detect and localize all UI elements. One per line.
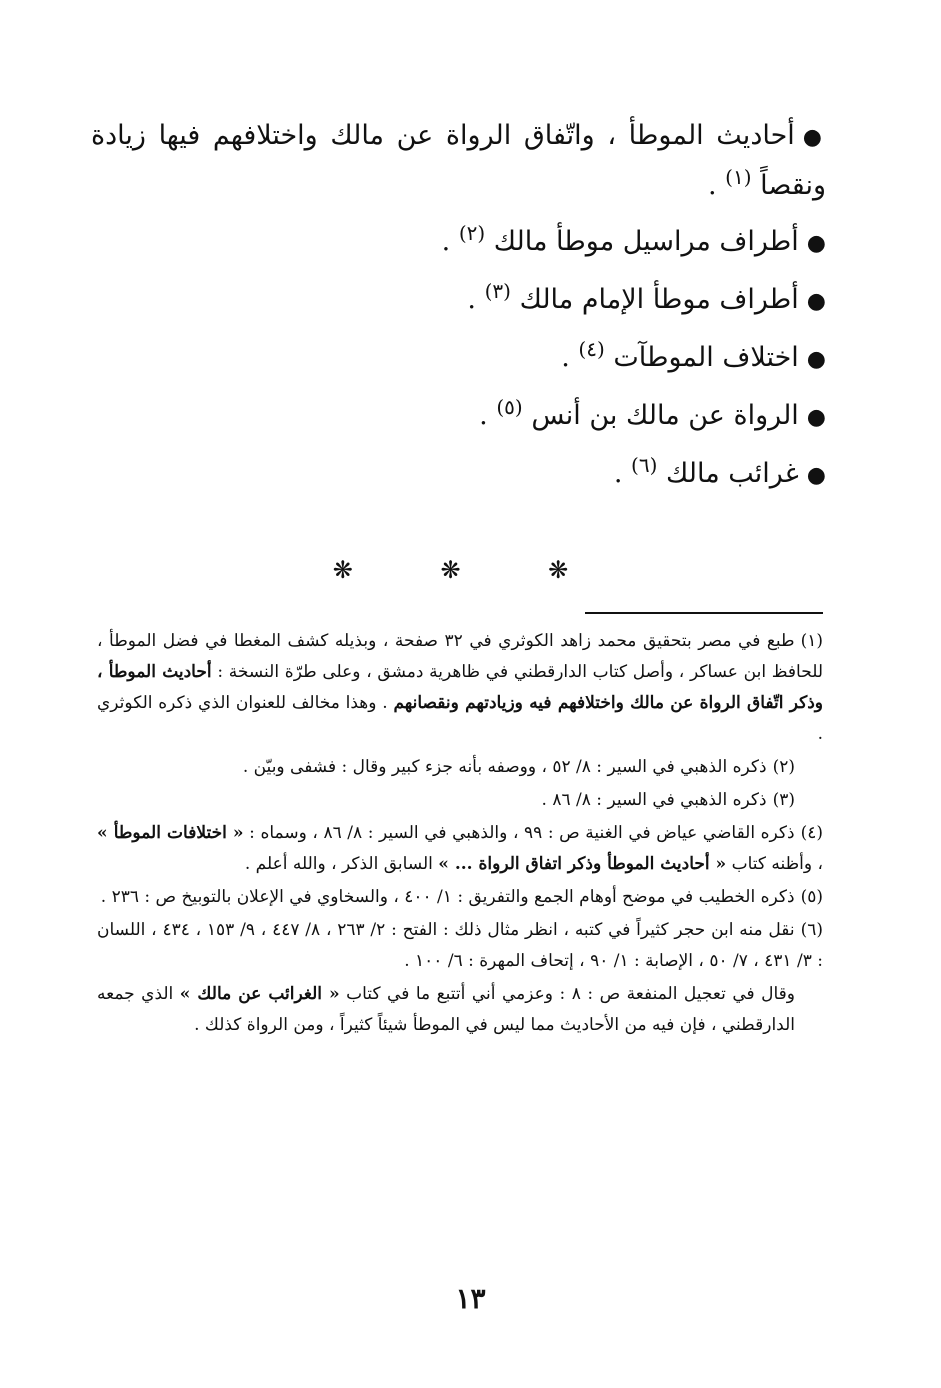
footnote-1 [97, 626, 823, 750]
footnote-text: وقال في تعجيل المنفعة ص : ٨ : وعزمي أني أتتبع ما في كتاب [346, 984, 795, 1004]
item-text: أطراف مراسيل موطأ مالك [493, 226, 799, 257]
item-text: أحاديث الموطأ ، واتّفاق الرواة عن مالك واختلافهم فيها زيادة ونقصاً [91, 120, 826, 201]
item-end: . [479, 400, 497, 431]
footnote-number: (٦) [800, 920, 824, 940]
item-text: الرواة عن مالك بن أنس [531, 400, 799, 431]
bullet-icon: ● [806, 463, 826, 488]
item-end: . [467, 284, 485, 315]
item-end: . [708, 170, 726, 201]
item-text: اختلاف الموطآت [613, 342, 799, 373]
footnote-4 [97, 818, 823, 880]
main-item-3 [91, 276, 826, 326]
footnote-number: (٢) [772, 757, 795, 777]
item-text: أطراف موطأ الإمام مالك [519, 284, 799, 315]
main-item-5 [91, 392, 826, 442]
main-item-4 [91, 334, 826, 384]
main-list [91, 112, 826, 508]
bullet-icon: ● [802, 125, 826, 150]
footnote-ref: (٢) [458, 221, 486, 245]
footnote-text: الذي جمعه الدارقطني ، فإن فيه من الأحاديث مما ليس في الموطأ شيئاً كثيراً ، ومن الرواة كذلك . [97, 984, 795, 1035]
main-item-1 [91, 112, 826, 210]
item-end: . [561, 342, 579, 373]
footnote-text: ذكره القاضي عياض في الغنية ص : ٩٩ ، والذهبي في السير : ٨/ ٨٦ ، وسماه : [249, 823, 795, 843]
footnote-3 [97, 785, 823, 816]
footnote-ref: (٣) [484, 279, 511, 303]
footnote-6-continued [97, 979, 823, 1041]
bullet-icon: ● [806, 405, 826, 430]
footnote-ref: (١) [725, 165, 752, 189]
footnote-ref: (٥) [496, 395, 523, 419]
main-item-6 [91, 450, 826, 500]
page-number: ١٣ [455, 1282, 486, 1315]
footnote-text: ذكره الذهبي في السير : ٨/ ٥٢ ، ووصفه بأنه جزء كبير وقال : فشفى وبيّن . [242, 757, 767, 777]
footnote-5 [97, 882, 823, 913]
footnote-title: أحاديث الموطأ ، وذكر اتّفاق الرواة عن مالك واختلافهم فيه وزيادتهم ونقصانهم [97, 662, 824, 713]
main-item-2 [91, 218, 826, 268]
footnote-text: طبع في مصر بتحقيق محمد زاهد الكوثري في ٣٢ صفحة ، وبذيله كشف المغطا في فضل الموطأ ، للحافظ ابن عساكر ، وأصل كتاب الدارقطني في ظاهرية دمشق ، وعلى طرّة النسخة : [97, 631, 824, 682]
bullet-icon: ● [806, 347, 826, 372]
footnote-text: نقل منه ابن حجر كثيراً في كتبه ، انظر مثال ذلك : الفتح : ٢/ ٢٦٣ ، ٨/ ٤٤٧ ، ٩/ ١٥٣ ، ٤٣٤ ، اللسان : ٣/ ٤٣١ ، ٧/ ٥٠ ، الإصابة : ١/ ٩٠ ، إتحاف المهرة : ٦/ ١٠٠ . [97, 920, 823, 971]
footnote-title: « اختلافات الموطأ » [97, 823, 244, 843]
item-text: غرائب مالك [665, 458, 799, 489]
footnote-ref: (٦) [631, 453, 658, 477]
footnote-title: « الغرائب عن مالك » [179, 984, 340, 1004]
footnote-number: (١) [800, 631, 823, 651]
item-end: . [613, 458, 632, 489]
footnotes [97, 626, 823, 1043]
footnote-text: ذكره الخطيب في موضح أوهام الجمع والتفريق : ١/ ٤٠٠ ، والسخاوي في الإعلان بالتوبيخ ص : ٢٣٦ . [100, 887, 795, 907]
footnote-text: . وهذا مخالف للعنوان الذي ذكره الكوثري . [97, 693, 823, 744]
footnote-ref: (٤) [578, 337, 605, 361]
item-end: . [441, 226, 459, 257]
footnote-text: ، وأظنه كتاب [731, 854, 823, 874]
footnote-number: (٣) [772, 790, 795, 810]
bullet-icon: ● [806, 231, 826, 256]
section-separator: ❋ ❋ ❋ [332, 556, 609, 584]
footnote-number: (٥) [800, 887, 823, 907]
footnote-title: « أحاديث الموطأ وذكر اتفاق الرواة ... » [438, 854, 727, 874]
footnote-6 [97, 915, 823, 977]
footnote-rule [585, 612, 823, 614]
footnote-text: ذكره الذهبي في السير : ٨/ ٨٦ . [541, 790, 767, 810]
footnote-2 [97, 752, 823, 783]
bullet-icon: ● [806, 289, 826, 314]
footnote-text: السابق الذكر ، والله أعلم . [244, 854, 433, 874]
footnote-number: (٤) [800, 823, 824, 843]
